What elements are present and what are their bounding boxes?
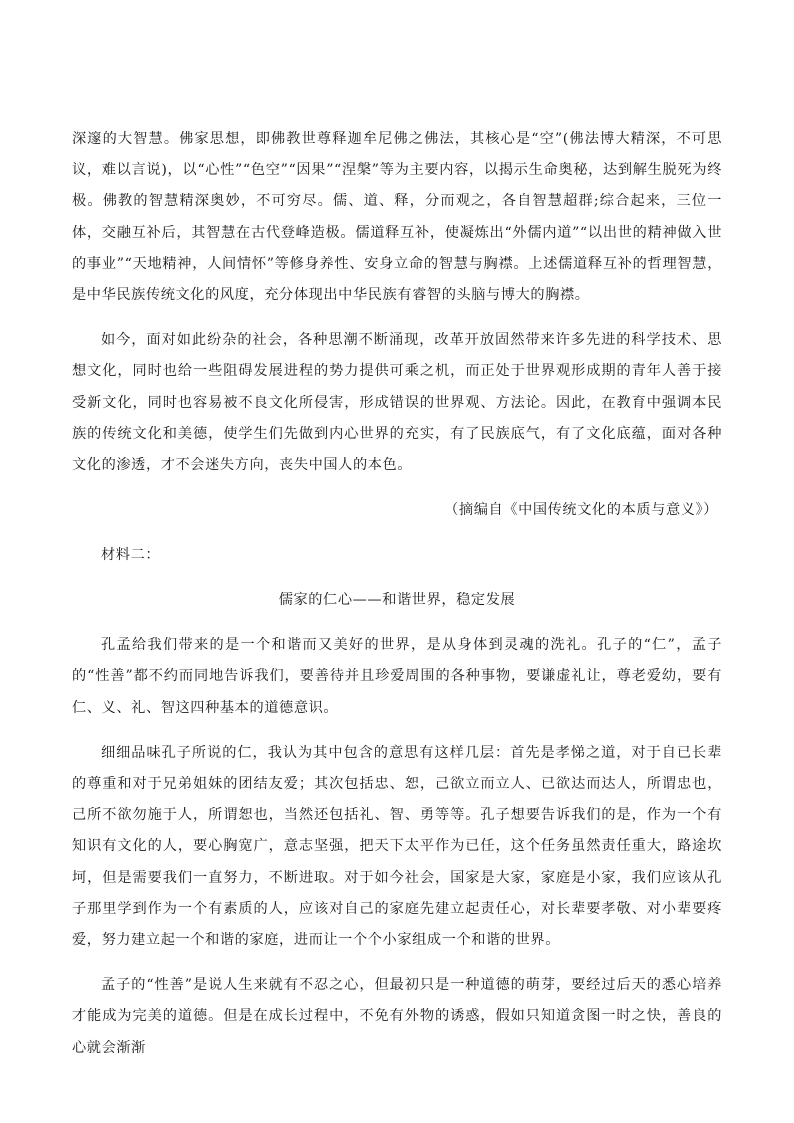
section-subtitle: 儒家的仁心——和谐世界，稳定发展 — [278, 592, 516, 609]
document-body — [72, 124, 722, 1078]
paragraph-benevolence: 细细品味孔子所说的仁，我认为其中包含的意思有这样几层：首先是孝悌之道，对于自已长辈的尊重和对于兄弟姐妹的团结友爱；其次包括忠、恕，己欲立而立人、已欲达而达人，所谓忠也，己所不欲勿施于人，所谓恕也，当然还包括礼、智、勇等等。孔子想要告诉我们的是，作为一个有知识有文化的人，要心胸宽广，意志坚强，把天下太平作为已任，这个任务虽然责任重大，路途坎坷，但是需要我们一直努力，不断进取。对于如今社会，国家是大家，家庭是小家，我们应该从孔子那里学到作为一个有素质的人，应该对自己的家庭先建立起责任心，对长辈要孝敬、对小辈要疼爱，努力建立起一个和谐的家庭，进而让一个个小家组成一个和谐的世界。 — [72, 744, 722, 949]
paragraph-modern-society: 如今，面对如此纷杂的社会，各种思潮不断涌现，改革开放固然带来许多先进的科学技术、思想文化，同时也给一些阻碍发展进程的势力提供可乘之机，而正处于世界观形成期的青年人善于接受新文化，同时也容易被不良文化所侵害，形成错误的世界观、方法论。因此，在教育中强调本民族的传统文化和美德，使学生们先做到内心世界的充实，有了民族底气，有了文化底蕴，面对各种文化的渗透，才不会迷失方向，丧失中国人的本色。 — [72, 332, 722, 474]
paragraph-human-nature: 孟子的“性善”是说人生来就有不忍之心，但最初只是一种道德的萌芽，要经过后天的悉心培养才能成为完美的道德。但是在成长过程中，不免有外物的诱惑，假如只知道贪图一时之快，善良的心就会渐渐 — [72, 977, 722, 1056]
material-two-label: 材料二： — [101, 547, 161, 564]
paragraph-buddhism-wisdom: 深邃的大智慧。佛家思想，即佛教世尊释迦牟尼佛之佛法，其核心是“空”(佛法博大精深，不可思议，难以言说)，以“心性”“色空”“因果”“涅槃”等为主要内容，以揭示生命奥秘，达到解生脱死为终极。佛教的智慧精深奥妙，不可穷尽。儒、道、释，分而观之，各自智慧超群;综合起来，三位一体，交融互补后，其智慧在古代登峰造极。儒道释互补，使凝炼出“外儒内道”“以出世的精神做入世的事业”“天地精神，人间情怀”等修身养性、安身立命的智慧与胸襟。上述儒道释互补的哲理智慧，是中华民族传统文化的风度，充分体现出中华民族有睿智的头脑与博大的胸襟。 — [72, 131, 722, 304]
paragraph-confucius-mencius: 孔孟给我们带来的是一个和谐而又美好的世界，是从身体到灵魂的洗礼。孔子的“仁”，孟子的“性善”都不约而同地告诉我们，要善待并且珍爱周围的各种事物，要谦虚礼让，尊老爱幼，要有仁、义、礼、智这四种基本的道德意识。 — [72, 637, 722, 716]
source-citation: （摘编自《中国传统文化的本质与意义》） — [444, 502, 718, 519]
